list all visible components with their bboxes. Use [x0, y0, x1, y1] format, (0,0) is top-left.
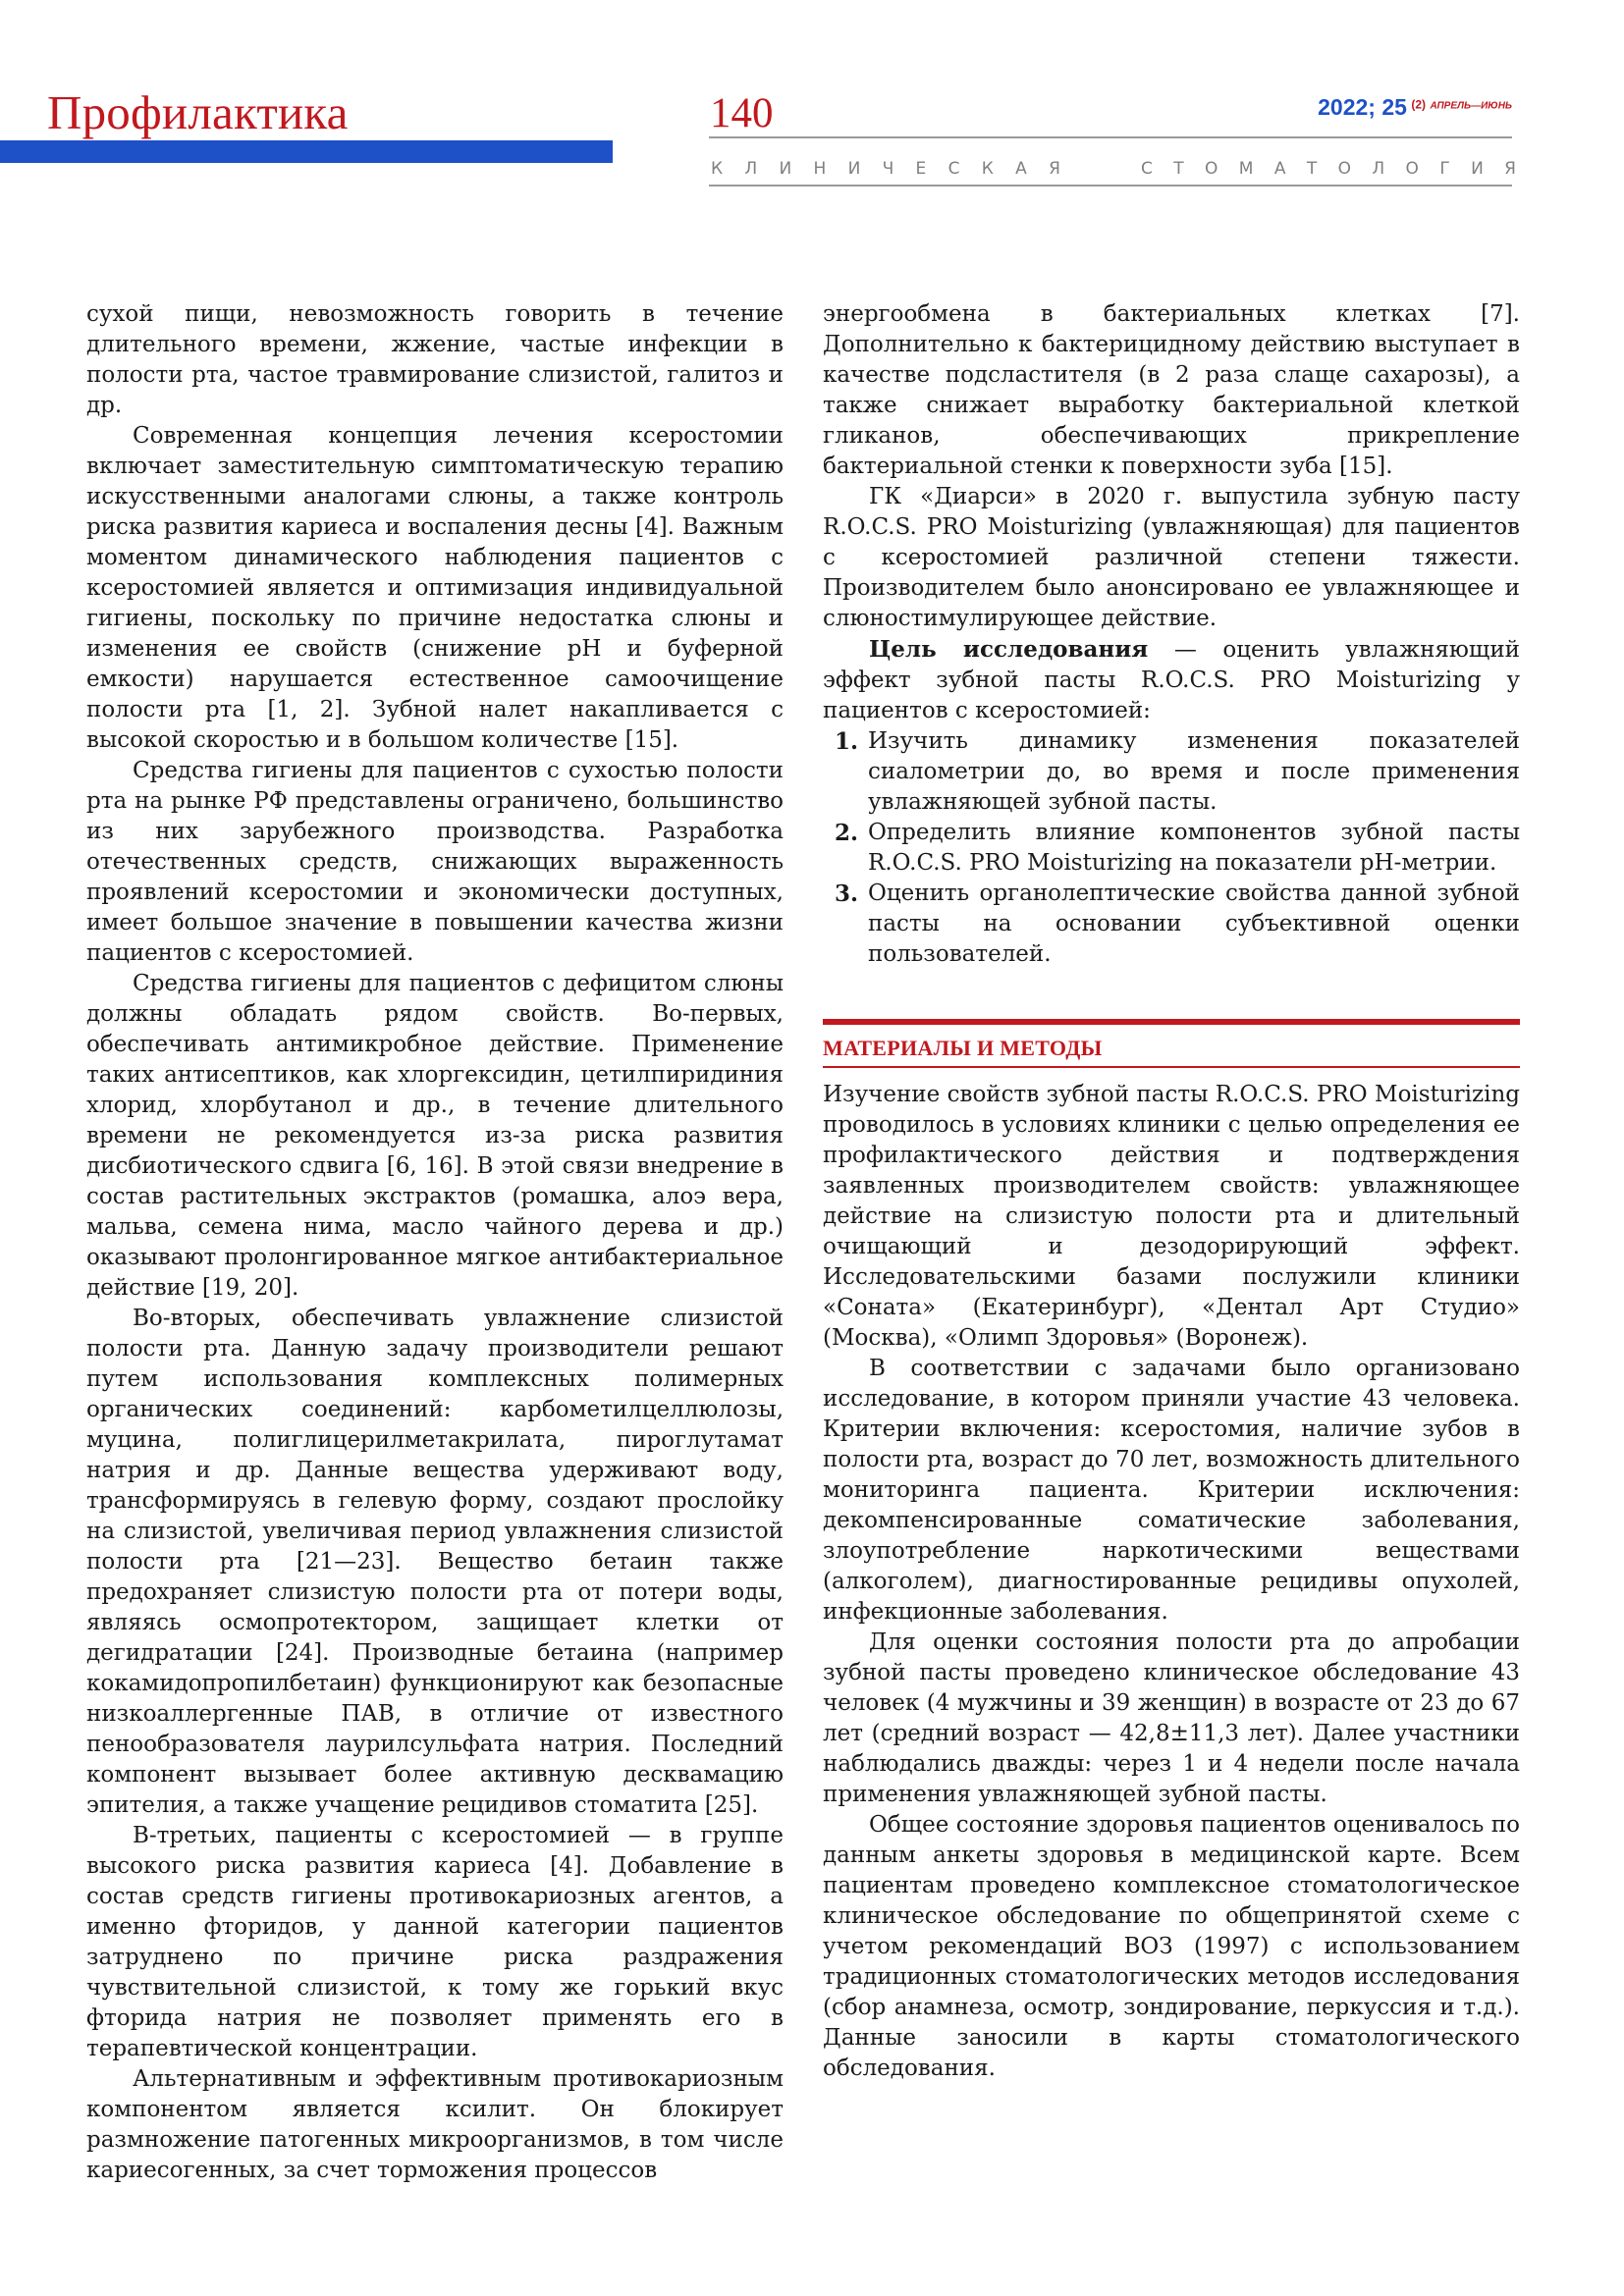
journal-letter: И [779, 159, 792, 179]
journal-letter: К [981, 159, 994, 179]
list-text: Оценить органолептические свойства данной зубной пасты на основании субъективной оценки пользователей. [868, 881, 1520, 967]
journal-letter: О [1405, 159, 1419, 179]
journal-word-2 [1141, 159, 1516, 179]
issue-info [1318, 94, 1512, 121]
journal-letter: И [847, 159, 861, 179]
paragraph: Для оценки состояния полости рта до апробации зубной пасты проведено клиническое обследование 43 человек (4 мужчины и 39 женщин) в возрасте от 23 до 67 лет (средний возраст — 42,8±11,3 лет). Далее участники наблюдались дважды: через 1 и 4 недели после начала применения увлажняющей зубной пасты. [823, 1629, 1520, 1807]
paragraph: сухой пищи, невозможность говорить в течение длительного времени, жжение, частые инфекции в полости рта, частое травмирование слизистой, галитоз и др. [86, 301, 784, 418]
journal-letter: С [1141, 159, 1153, 179]
list-text: Изучить динамику изменения показателей сиалометрии до, во время и после применения увлажняющей зубной пасты. [868, 728, 1520, 815]
paragraph: ГК «Диарси» в 2020 г. выпустила зубную пасту R.O.C.S. PRO Moisturizing (увлажняющая) для пациентов с ксеростомией различной степени тяжести. Производителем было анонсировано ее увлажняющее и слюностимулирующее действие. [823, 484, 1520, 631]
methods-heading: МАТЕРИАЛЫ И МЕТОДЫ [823, 1036, 1103, 1060]
journal-letter: М [1238, 159, 1254, 179]
paragraph: Современная концепция лечения ксеростомии включает заместительную симптоматическую терапию искусственными аналогами слюны, а также контроль риска развития кариеса и воспаления десны [4]. Важным моментом динамического наблюдения пациентов с ксеростомией является и оптимизация индивидуальной гигиены, поскольку по причине недостатка слюны и изменения ее свойств (снижение pH и буферной емкости) нарушается естественное самоочищение полости рта [1, 2]. Зубной налет накапливается с высокой скоростью и в большом количестве [15]. [86, 423, 784, 753]
list-number: 3. [835, 881, 859, 907]
journal-letter: Т [1173, 159, 1184, 179]
journal-letter: А [1273, 159, 1286, 179]
journal-letter: Я [1049, 159, 1060, 179]
journal-letter: Е [915, 159, 927, 179]
paragraph: Во-вторых, обеспечивать увлажнение слизистой полости рта. Данную задачу производители решают путем использования комплексных полимерных органических соединений: карбометилцеллюлозы, муцина, полиглицерилметакрилата, пироглутамат натрия и др. Данные вещества удерживают воду, трансформируясь в гелевую форму, создают прослойку на слизистой, увеличивая период увлажнения слизистой полости рта [21—23]. Вещество бетаин также предохраняет слизистую полости рта от потери воды, являясь осмопротектором, защищает клетки от дегидратации [24]. Производные бетаина (например кокамидопропилбетаин) функционируют как безопасные низкоаллергенные ПАВ, в отличие от известного пенообразователя лаурилсульфата натрия. Последний компонент вызывает более активную десквамацию эпителия, а также учащение рецидивов стоматита [25]. [86, 1306, 784, 1818]
aim-paragraph [823, 634, 1520, 726]
aim-label: Цель исследования [869, 636, 1149, 663]
task-list [823, 726, 1520, 970]
paragraph: Средства гигиены для пациентов с дефицитом слюны должны обладать рядом свойств. Во-первых, обеспечивать антимикробное действие. Применение таких антисептиков, как хлоргексидин, цетилпиридиния хлорид, хлорбутанол и др., в течение длительного времени не рекомендуется из-за риска развития дисбиотического сдвига [6, 16]. В этой связи внедрение в состав растительных экстрактов (ромашка, алоэ вера, мальва, семена нима, масло чайного дерева и др.) оказывают пролонгированное мягкое антибактериальное действие [19, 20]. [86, 971, 784, 1301]
journal-letter: А [1015, 159, 1027, 179]
heading-rule-top [823, 1019, 1520, 1025]
list-number: 2. [835, 820, 859, 846]
journal-letter: Н [813, 159, 827, 179]
journal-letter: Г [1439, 159, 1450, 179]
methods-heading-block [823, 1019, 1520, 1068]
right-column [823, 299, 1520, 2084]
journal-letter: О [1337, 159, 1351, 179]
list-text: Определить влияние компонентов зубной пасты R.O.C.S. PRO Moisturizing на показатели pH-метрии. [868, 820, 1520, 876]
header-rule-bottom [709, 185, 1512, 187]
journal-letter: Л [744, 159, 758, 179]
page-number: 140 [710, 90, 774, 136]
journal-word-1 [711, 159, 1060, 179]
section-color-bar [0, 140, 613, 163]
section-title: Профилактика [47, 85, 349, 139]
list-item [835, 726, 1520, 818]
header-rule-top [709, 136, 1512, 138]
journal-letter: К [711, 159, 724, 179]
paragraph: В соответствии с задачами было организовано исследование, в котором приняли участие 43 человека. Критерии включения: ксеростомия, наличие зубов в полости рта, возраст до 70 лет, возможность длительного мониторинга пациента. Критерии исключения: декомпенсированные соматические заболевания, злоупотребление наркотическими веществами (алкоголем), диагностированные рецидивы опухолей, инфекционные заболевания. [823, 1356, 1520, 1625]
journal-letter: Ч [882, 159, 894, 179]
journal-letter: Л [1372, 159, 1385, 179]
list-item [835, 879, 1520, 970]
paragraph: В-третьих, пациенты с ксеростомией — в группе высокого риска развития кариеса [4]. Добавление в состав средств гигиены противокариозных агентов, а именно фторидов, у данной категории пациентов затруднено по причине риска раздражения чувствительной слизистой, к тому же горький вкус фторида натрия не позволяет применять его в терапевтической концентрации. [86, 1823, 784, 2061]
paragraph: Изучение свойств зубной пасты R.O.C.S. PRO Moisturizing проводилось в условиях клиники с целью определения ее профилактического действия и подтверждения заявленных производителем свойств: увлажняющее действие на слизистую полости рта и длительный очищающий и дезодорирующий эффект. Исследовательскими базами послужили клиники «Соната» (Екатеринбург), «Дентал Арт Студио» (Москва), «Олимп Здоровья» (Воронеж). [823, 1082, 1520, 1351]
journal-letter: И [1471, 159, 1484, 179]
journal-letter: Я [1504, 159, 1516, 179]
issue-number: (2) [1411, 97, 1427, 112]
left-column [86, 299, 784, 2186]
paragraph: Средства гигиены для пациентов с сухостью полости рта на рынке РФ представлены ограничено, большинство из них зарубежного производства. Разработка отечественных средств, снижающих выраженность проявлений ксеростомии и экономически доступных, имеет большое значение в повышении качества жизни пациентов с ксеростомией. [86, 758, 784, 966]
heading-rule-bottom [823, 1066, 1520, 1068]
paragraph: Альтернативным и эффективным противокариозным компонентом является ксилит. Он блокирует размножение патогенных микроорганизмов, в том числе кариесогенных, за счет торможения процессов [86, 2066, 784, 2183]
paragraph: Общее состояние здоровья пациентов оценивалось по данным анкеты здоровья в медицинской карте. Всем пациентам проведено комплексное стоматологическое клиническое обследование по общепринятой схеме с учетом рекомендаций ВОЗ (1997) с использованием традиционных стоматологических методов исследования (сбор анамнеза, осмотр, зондирование, перкуссия и т.д.). Данные заносили в карты стоматологического обследования. [823, 1812, 1520, 2081]
issue-months: АПРЕЛЬ—ИЮНЬ [1430, 100, 1512, 112]
list-item [835, 818, 1520, 879]
paragraph: энергообмена в бактериальных клетках [7]. Дополнительно к бактерицидному действию выступает в качестве подсластителя (в 2 раза слаще сахарозы), а также снижает выработку бактериальной клеткой гликанов, обеспечивающих прикрепление бактериальной стенки к поверхности зуба [15]. [823, 301, 1520, 479]
issue-year: 2022; 25 [1318, 94, 1407, 120]
journal-name [711, 159, 1516, 179]
aim-text: — оценить увлажняющий эффект зубной пасты R.O.C.S. PRO Moisturizing у пациентов с ксеростомией: [823, 637, 1520, 723]
list-number: 1. [835, 728, 859, 755]
journal-letter: Т [1306, 159, 1318, 179]
journal-letter: С [947, 159, 960, 179]
journal-letter: О [1205, 159, 1218, 179]
